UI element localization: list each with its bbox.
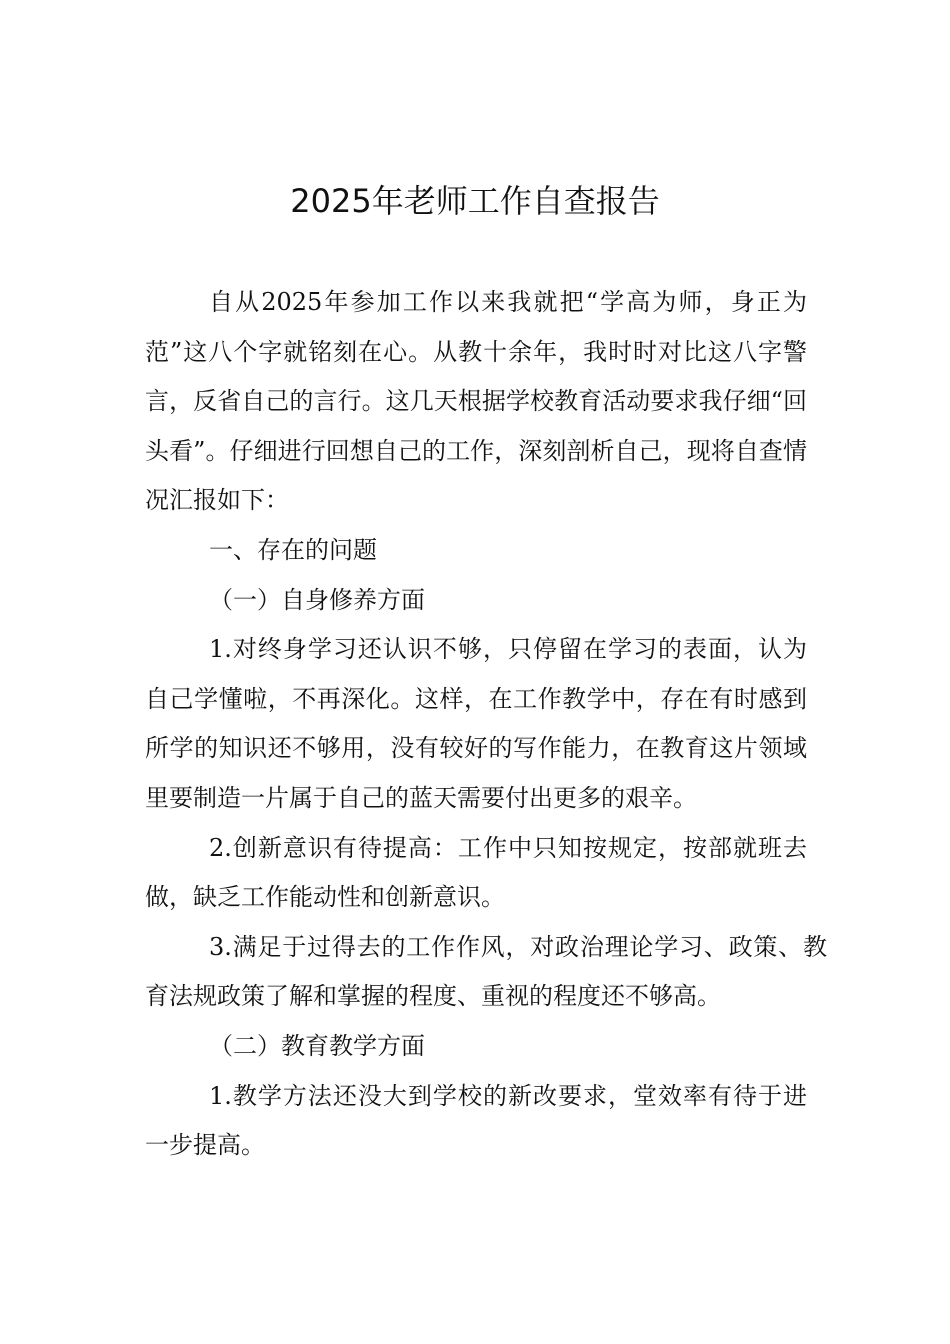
subsection-heading-teaching: （二）教育教学方面 [209,1031,425,1060]
subsection-heading-self-cultivation: （一）自身修养方面 [209,585,425,614]
document-body [145,278,827,1171]
item-paragraph-innovation: 2.创新意识有待提高：工作中只知按规定，按部就班去做，缺乏工作能动性和创新意识。 [145,833,807,912]
item-paragraph-teaching-methods: 1.教学方法还没大到学校的新改要求，堂效率有待于进一步提高。 [145,1081,807,1160]
item-paragraph-work-style: 3.满足于过得去的工作作风，对政治理论学习、政策、教育法规政策了解和掌握的程度、重视的程度还不够高。 [145,932,827,1011]
intro-paragraph: 自从2025年参加工作以来我就把“学高为师，身正为范”这八个字就铭刻在心。从教十余年，我时时对比这八字警言，反省自己的言行。这几天根据学校教育活动要求我仔细“回头看”。仔细进行回想自己的工作，深刻剖析自己，现将自查情况汇报如下： [145,288,807,515]
section-heading-problems: 一、存在的问题 [209,535,377,564]
item-paragraph-lifelong-learning: 1.对终身学习还认识不够，只停留在学习的表面，认为自己学懂啦，不再深化。这样，在工作教学中，存在有时感到所学的知识还不够用，没有较好的写作能力，在教育这片领域里要制造一片属于自己的蓝天需要付出更多的艰辛。 [145,635,807,812]
document-title: 2025年老师工作自查报告 [290,182,660,220]
